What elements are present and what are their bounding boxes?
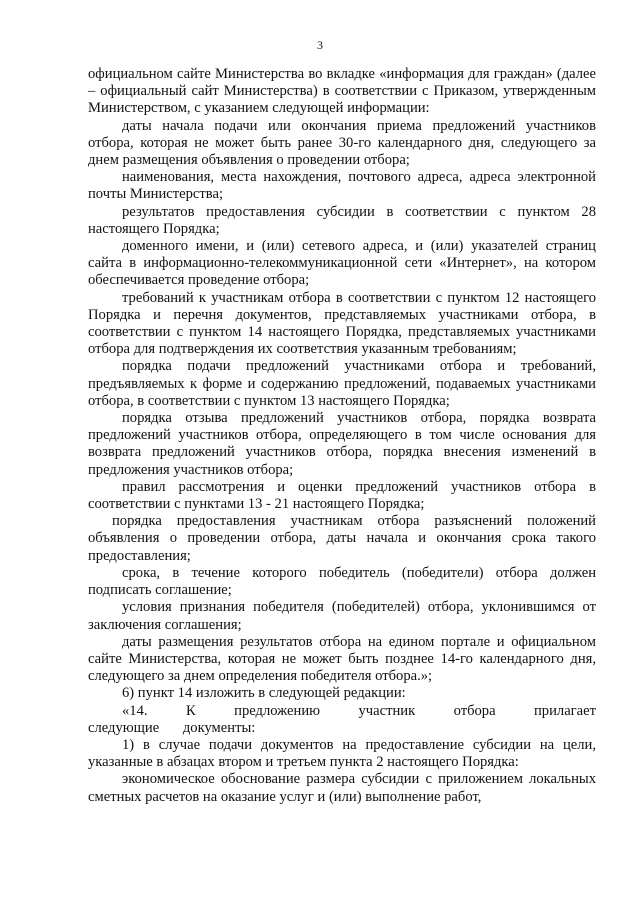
paragraph-intro: официальном сайте Министерства во вкладке «информация для граждан» (далее – официальный сайт Министерства) в соответствии с Приказом, утвержденным Министерством, с указанием следующей информации: bbox=[88, 66, 596, 117]
list-item-evasion-conditions: условия признания победителя (победителей) отбора, уклонившимся от заключения соглашения; bbox=[88, 599, 596, 633]
list-item-evaluation-rules: правил рассмотрения и оценки предложений участников отбора в соответствии с пунктами 13 - 21 настоящего Порядка; bbox=[88, 478, 596, 513]
document-body bbox=[88, 66, 596, 806]
paragraph-point-14: «14. К предложению участник отбора прилагает следующие документы: bbox=[88, 702, 596, 736]
list-item-requirements: требований к участникам отбора в соответствии с пунктом 12 настоящего Порядка и перечня документов, представляемых участниками отбора, в соответствии с пунктом 14 настоящего Порядка, представляемых участниками отбора для подтверждения их соответствия указанным требованиям; bbox=[88, 289, 596, 358]
paragraph-subpoint-1: 1) в случае подачи документов на предоставление субсидии на цели, указанные в абзацах втором и третьем пункта 2 настоящего Порядка: bbox=[88, 736, 596, 771]
list-item-dates: даты начала подачи или окончания приема предложений участников отбора, которая не может быть ранее 30-го календарного дня, следующего за днем размещения объявления о проведении отбора; bbox=[88, 117, 596, 169]
list-item-publication-dates: даты размещения результатов отбора на едином портале и официальном сайте Министерства, которая не может быть позднее 14-го календарного дня, следующего за днем определения победителя отбора.»; bbox=[88, 633, 596, 685]
list-item-clarifications: порядка предоставления участникам отбора разъяснений положений объявления о проведении отбора, даты начала и окончания срока такого предоставления; bbox=[88, 513, 596, 564]
paragraph-economic-justification: экономическое обоснование размера субсидии с приложением локальных сметных расчетов на оказание услуг и (или) выполнение работ, bbox=[88, 771, 596, 805]
list-item-submission-order: порядка подачи предложений участниками отбора и требований, предъявляемых к форме и содержанию предложений, подаваемых участниками отбора, в соответствии с пунктом 13 настоящего Порядка; bbox=[88, 358, 596, 409]
list-item-domain: доменного имени, и (или) сетевого адреса, и (или) указателей страниц сайта в информационно-телекоммуникационной сети «Интернет», на котором обеспечивается проведение отбора; bbox=[88, 238, 596, 289]
list-item-results: результатов предоставления субсидии в соответствии с пунктом 28 настоящего Порядка; bbox=[88, 203, 596, 237]
paragraph-point-6: 6) пункт 14 изложить в следующей редакции: bbox=[122, 685, 406, 702]
list-item-withdrawal-order: порядка отзыва предложений участников отбора, порядка возврата предложений участников отбора, определяющего в том числе основания для возврата предложений участников отбора, порядка внесения изменений в предложения участников отбора; bbox=[88, 410, 596, 478]
list-item-signing-term: срока, в течение которого победитель (победители) отбора должен подписать соглашение; bbox=[88, 564, 596, 599]
list-item-name-address: наименования, места нахождения, почтового адреса, адреса электронной почты Министерства; bbox=[88, 169, 596, 203]
page-number: 3 bbox=[317, 38, 323, 52]
